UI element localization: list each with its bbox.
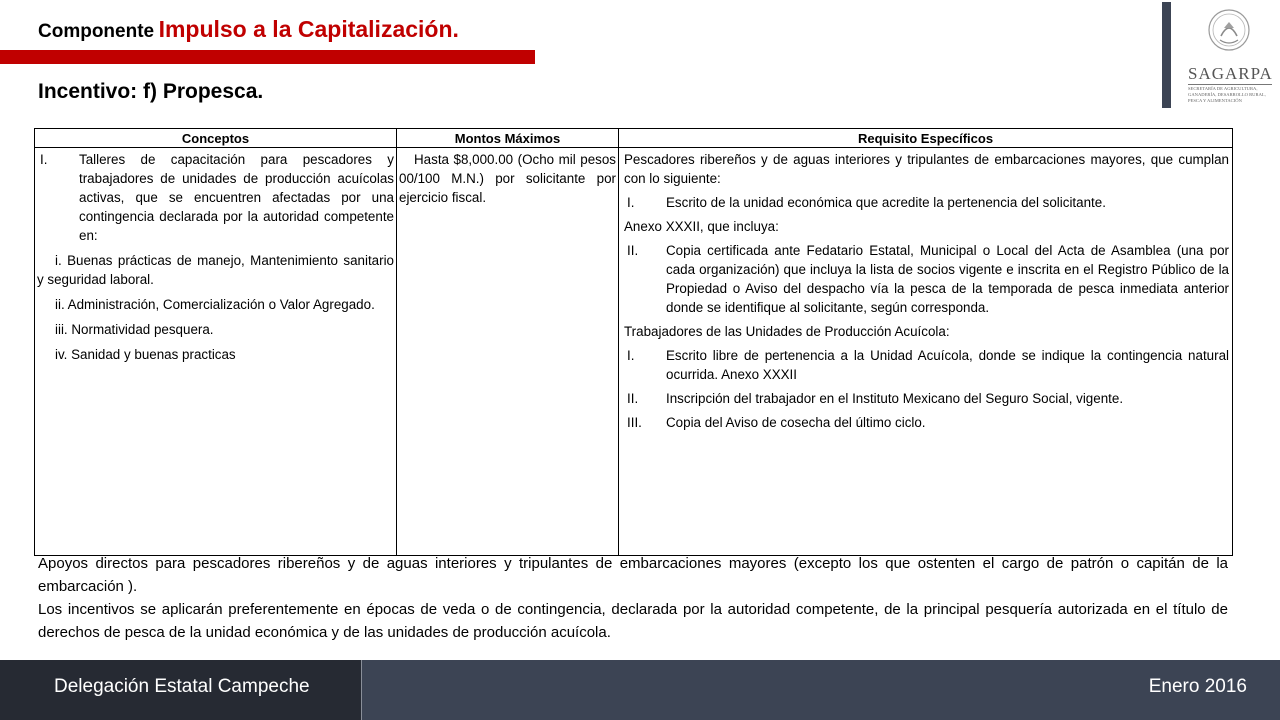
list-item: [624, 389, 1229, 408]
list-text: Escrito de la unidad económica que acredite la pertenencia del solicitante.: [666, 195, 1106, 210]
montos-cell: Hasta $8,000.00 (Ocho mil pesos 00/100 M.N.) por solicitante por ejercicio fiscal.: [397, 148, 619, 556]
conceptos-subitem: i. Buenas prácticas de manejo, Mantenimiento sanitario y seguridad laboral.: [37, 253, 394, 287]
footer: [0, 660, 1280, 720]
table-row: [35, 148, 1233, 556]
list-item: [624, 193, 1229, 212]
list-item: [624, 413, 1229, 432]
conceptos-subitem: iv. Sanidad y buenas practicas: [55, 347, 236, 362]
footer-left-panel: [0, 660, 362, 720]
list-item: [624, 241, 1229, 317]
sagarpa-logo: [1180, 4, 1276, 108]
table-header-row: [35, 129, 1233, 148]
conceptos-subitem: ii. Administración, Comercialización o Valor Agregado.: [55, 297, 375, 312]
list-number: II.: [627, 243, 639, 258]
page-subtitle: Incentivo: f) Propesca.: [38, 80, 264, 103]
incentive-table: [34, 128, 1233, 556]
list-number: I.: [627, 195, 635, 210]
conceptos-subitem: iii. Normatividad pesquera.: [55, 322, 214, 337]
notes: [38, 552, 1228, 644]
header-requisitos: Requisito Específicos: [619, 129, 1233, 148]
title-prefix: Componente: [38, 21, 155, 42]
list-number: II.: [627, 391, 639, 406]
requisitos-anexo: Anexo XXXII, que incluya:: [624, 219, 779, 234]
requisitos-cell: [619, 148, 1233, 556]
header-conceptos: Conceptos: [35, 129, 397, 148]
list-text: Copia certificada ante Fedatario Estatal, Municipal o Local del Acta de Asamblea (una por cada organización) que incluya la lista de socios vigente e inscrita en el Registro Público de la Propiedad o Aviso del despacho vía la pesca de la temporada de pesca inmediata anterior donde se identifique al solicitante, según corresponda.: [666, 243, 1229, 315]
national-seal-icon: [1206, 6, 1252, 54]
list-number: I.: [627, 348, 635, 363]
list-text: Inscripción del trabajador en el Instituto Mexicano del Seguro Social, vigente.: [666, 391, 1124, 406]
requisitos-intro: Pescadores ribereños y de aguas interiores y tripulantes de embarcaciones mayores, que cumplan con lo siguiente:: [624, 152, 1229, 186]
header-montos: Montos Máximos: [397, 129, 619, 148]
trabajadores-heading: Trabajadores de las Unidades de Producción Acuícola:: [624, 324, 950, 339]
logo-rule: [1188, 84, 1272, 85]
note-paragraph: Los incentivos se aplicarán preferentemente en épocas de veda o de contingencia, declarada por la autoridad competente, de la principal pesquería autorizada en el título de derechos de pesca de la unidad económica y de las unidades de producción acuícola.: [38, 601, 1228, 641]
list-number: I.: [40, 152, 48, 167]
list-text: Copia del Aviso de cosecha del último ciclo.: [666, 415, 926, 430]
list-item: [624, 346, 1229, 384]
footer-date: Enero 2016: [1148, 676, 1247, 697]
logo-name: SAGARPA: [1188, 64, 1273, 83]
title-main: Impulso a la Capitalización.: [158, 16, 459, 42]
conceptos-cell: [35, 148, 397, 556]
page-title: [38, 16, 459, 43]
logo-subtitle: [1188, 86, 1278, 103]
list-item: [37, 150, 394, 245]
conceptos-intro: Talleres de capacitación para pescadores y trabajadores de unidades de producción acuícolas activas, que se encuentren afectadas por una contingencia declarada por la autoridad competente en:: [79, 152, 394, 243]
footer-delegation: Delegación Estatal Campeche: [54, 676, 310, 697]
logo-subtitle-line: SECRETARÍA DE AGRICULTURA,: [1188, 86, 1258, 91]
list-number: III.: [627, 415, 642, 430]
logo-divider: [1162, 2, 1171, 108]
list-text: Escrito libre de pertenencia a la Unidad Acuícola, donde se indique la contingencia natural ocurrida. Anexo XXXII: [666, 348, 1229, 382]
logo-subtitle-line: GANADERÍA, DESARROLLO RURAL,: [1188, 91, 1266, 97]
title-accent-bar: [0, 50, 535, 64]
note-paragraph: Apoyos directos para pescadores ribereños y de aguas interiores y tripulantes de embarcaciones mayores (excepto los que ostenten el cargo de patrón o capitán de la embarcación ).: [38, 555, 1228, 595]
logo-subtitle-line: PESCA Y ALIMENTACIÓN: [1188, 97, 1242, 103]
